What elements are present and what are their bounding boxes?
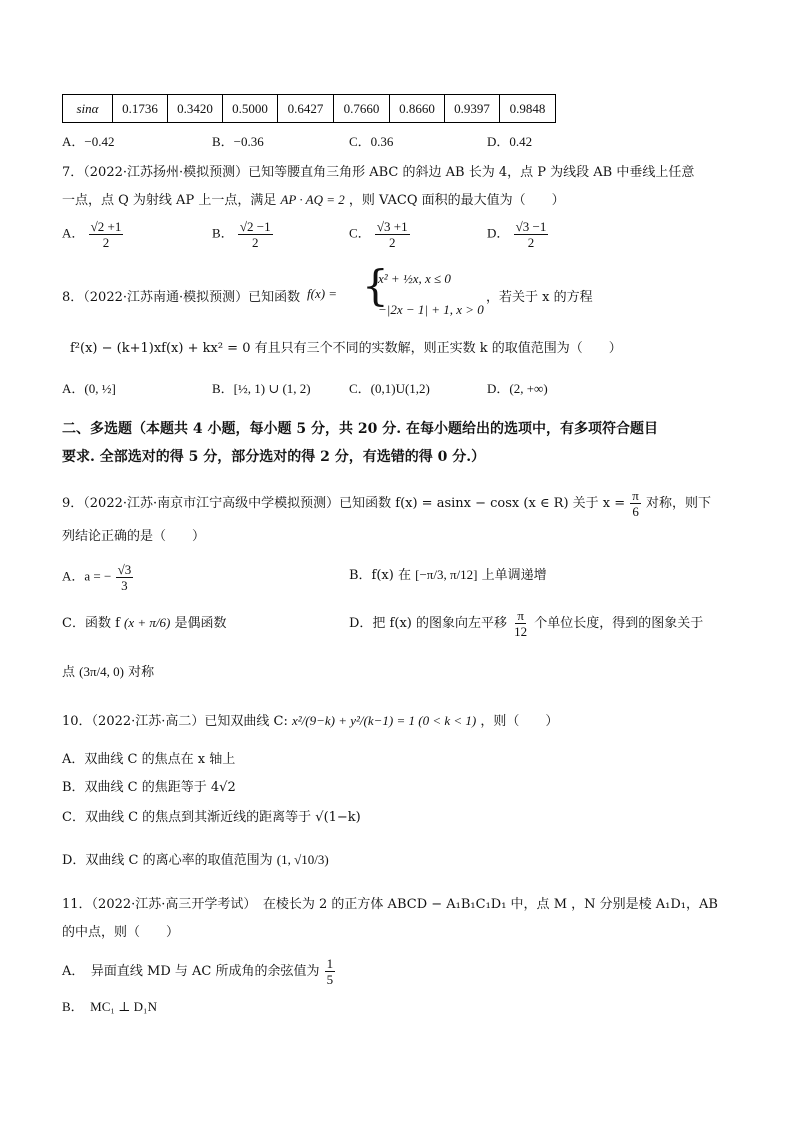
q8-stem-line2: f²(x) − (k+1)xf(x) + kx² = 0 有且只有三个不同的实数解，则正实数 k 的取值范围为（ ） bbox=[70, 341, 622, 356]
table-row bbox=[63, 95, 556, 123]
q8-option-b: B．[½, 1) ∪ (1, 2) bbox=[212, 381, 311, 396]
q7-option-b: B． $\frac{√2 -1}{2}$ bbox=[212, 219, 271, 250]
q8-function-name: f(x) = bbox=[307, 286, 338, 301]
q8-stem-tail: ，若关于 x 的方程 bbox=[486, 290, 593, 305]
q8-option-c: C．(0,1)U(1,2) bbox=[349, 381, 430, 396]
q8-stem-lead: 8．（2022·江苏南通·模拟预测）已知函数 bbox=[62, 290, 301, 305]
table-cell: 0.8660 bbox=[390, 95, 445, 123]
q7-vector-expression: AP · AQ = 2 bbox=[280, 192, 345, 207]
q11-stem-line1: 11．（2022·江苏·高三开学考试） 在棱长为 2 的正方体 ABCD − A₁B₁C₁D₁ 中，点 M ，N 分别是棱 A₁D₁，AB bbox=[62, 897, 718, 912]
table-cell: 0.3420 bbox=[168, 95, 223, 123]
q9-option-d-line2: 点 (3π/4, 0) 对称 bbox=[62, 664, 155, 680]
q8-case-1: x² + ½x, x ≤ 0 bbox=[378, 271, 451, 286]
table-cell: 0.6427 bbox=[278, 95, 334, 123]
q6-option-b: B．−0.36 bbox=[212, 134, 264, 149]
q11-option-a: A． 异面直线 MD 与 AC 所成角的余弦值为 $\frac{1}{5}$ bbox=[62, 956, 334, 987]
sine-value-table bbox=[62, 94, 556, 123]
q9-stem-line2: 列结论正确的是（ ） bbox=[62, 529, 206, 544]
q9-option-d: D．把 f(x) 的图象向左平移 $\frac{\pi}{12}$ 个单位长度，得到的图象关于 bbox=[349, 608, 704, 639]
q10-option-c: C．双曲线 C 的焦点到其渐近线的距离等于 √(1−k) bbox=[62, 810, 361, 825]
q6-option-a: A．−0.42 bbox=[62, 134, 115, 149]
table-cell: 0.1736 bbox=[113, 95, 168, 123]
q7-stem-line1: 7．（2022·江苏扬州·模拟预测）已知等腰直角三角形 ABC 的斜边 AB 长为 4，点 P 为线段 AB 中垂线上任意 bbox=[62, 165, 695, 180]
q11-option-b: B． MC₁ ⊥ D₁N bbox=[62, 999, 157, 1014]
q7-option-d: D． $\frac{√3 -1}{2}$ bbox=[487, 219, 547, 250]
q8-option-d: D．(2, +∞) bbox=[487, 381, 548, 396]
q9-option-c: C．函数 f (x + π/6) 是偶函数 bbox=[62, 615, 227, 631]
table-header-cell: sinα bbox=[63, 95, 113, 123]
table-cell: 0.9397 bbox=[445, 95, 500, 123]
table-cell: 0.7660 bbox=[334, 95, 390, 123]
q8-case-2: −|2x − 1| + 1, x > 0 bbox=[378, 302, 484, 317]
q11-stem-line2: 的中点，则（ ） bbox=[62, 925, 180, 940]
q8-option-a: A．(0, ½] bbox=[62, 381, 116, 396]
section-heading-line1: 二、多选题（本题共 4 小题，每小题 5 分，共 20 分. 在每小题给出的选项中，有多项符合题目 bbox=[62, 421, 658, 437]
q8-piecewise-brace: { bbox=[362, 261, 389, 310]
q10-option-b: B．双曲线 C 的焦距等于 4√2 bbox=[62, 780, 236, 795]
q9-stem-line1: 9．（2022·江苏·南京市江宁高级中学模拟预测）已知函数 f(x) = asinx − cosx (x ∈ R) 关于 x = $\frac{\pi}{6}$ 对称，则下 bbox=[62, 488, 712, 519]
q10-option-d: D．双曲线 C 的离心率的取值范围为 (1, √10/3) bbox=[62, 852, 329, 868]
table-cell: 0.9848 bbox=[500, 95, 556, 123]
q6-option-c: C．0.36 bbox=[349, 134, 394, 149]
q6-option-d: D．0.42 bbox=[487, 134, 533, 149]
q9-option-a: A．a = − $\frac{√3}{3}$ bbox=[62, 562, 132, 593]
q7-stem-line2: 一点，点 Q 为射线 AP 上一点，满足 AP · AQ = 2 ，则 VACQ 面积的最大值为（ ） bbox=[62, 192, 565, 208]
q10-stem: 10．（2022·江苏·高二）已知双曲线 C: x²/(9−k) + y²/(k−1) = 1 (0 < k < 1) ，则（ ） bbox=[62, 713, 559, 729]
section-heading-line2: 要求. 全部选对的得 5 分，部分选对的得 2 分，有选错的得 0 分.） bbox=[62, 449, 486, 465]
table-cell: 0.5000 bbox=[223, 95, 278, 123]
q10-option-a: A．双曲线 C 的焦点在 x 轴上 bbox=[62, 752, 236, 767]
q9-option-b: B．f(x) 在 [−π/3, π/12] 上单调递增 bbox=[349, 567, 547, 583]
q7-option-a: A． $\frac{√2 +1}{2}$ bbox=[62, 219, 122, 250]
q7-option-c: C． $\frac{√3 +1}{2}$ bbox=[349, 219, 408, 250]
